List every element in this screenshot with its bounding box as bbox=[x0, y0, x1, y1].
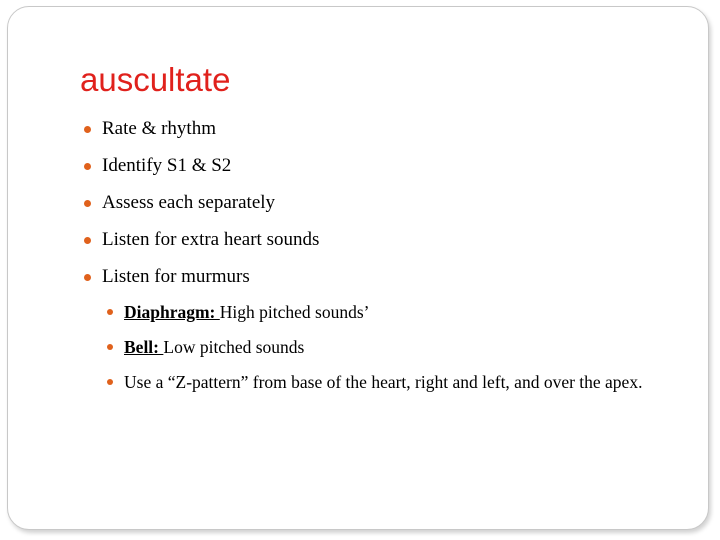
sub-bullet-item bbox=[102, 370, 650, 394]
bullet-text: Listen for extra heart sounds bbox=[102, 229, 320, 250]
sub-bullet-dot-icon bbox=[107, 344, 113, 350]
bullet-item bbox=[80, 228, 650, 252]
sub-bullet-text: Low pitched sounds bbox=[163, 337, 305, 357]
bullet-dot-icon bbox=[84, 200, 91, 207]
bullet-item bbox=[80, 191, 650, 215]
sub-bullet-item bbox=[102, 300, 650, 324]
slide-title: auscultate bbox=[80, 61, 231, 98]
bullet-item bbox=[80, 154, 650, 178]
bullet-dot-icon bbox=[84, 274, 91, 281]
bullet-text: Rate & rhythm bbox=[102, 118, 216, 139]
bullet-item bbox=[80, 265, 650, 394]
bullet-text: Identify S1 & S2 bbox=[102, 155, 232, 176]
bullet-list bbox=[80, 117, 650, 407]
bullet-item bbox=[80, 117, 650, 141]
bullet-dot-icon bbox=[84, 163, 91, 170]
sub-bullet-item bbox=[102, 335, 650, 359]
sub-bullet-text: High pitched sounds’ bbox=[219, 302, 370, 322]
sub-bullet-term: Bell: bbox=[124, 337, 164, 357]
sub-bullet-dot-icon bbox=[107, 379, 113, 385]
sub-bullet-text: Use a “Z-pattern” from base of the heart, right and left, and over the apex. bbox=[124, 372, 643, 392]
bullet-dot-icon bbox=[84, 126, 91, 133]
sub-bullet-list bbox=[102, 300, 650, 394]
bullet-dot-icon bbox=[84, 237, 91, 244]
sub-bullet-term: Diaphragm: bbox=[124, 302, 220, 322]
bullet-text: Listen for murmurs bbox=[102, 266, 250, 287]
sub-bullet-dot-icon bbox=[107, 309, 113, 315]
bullet-text: Assess each separately bbox=[102, 192, 276, 213]
